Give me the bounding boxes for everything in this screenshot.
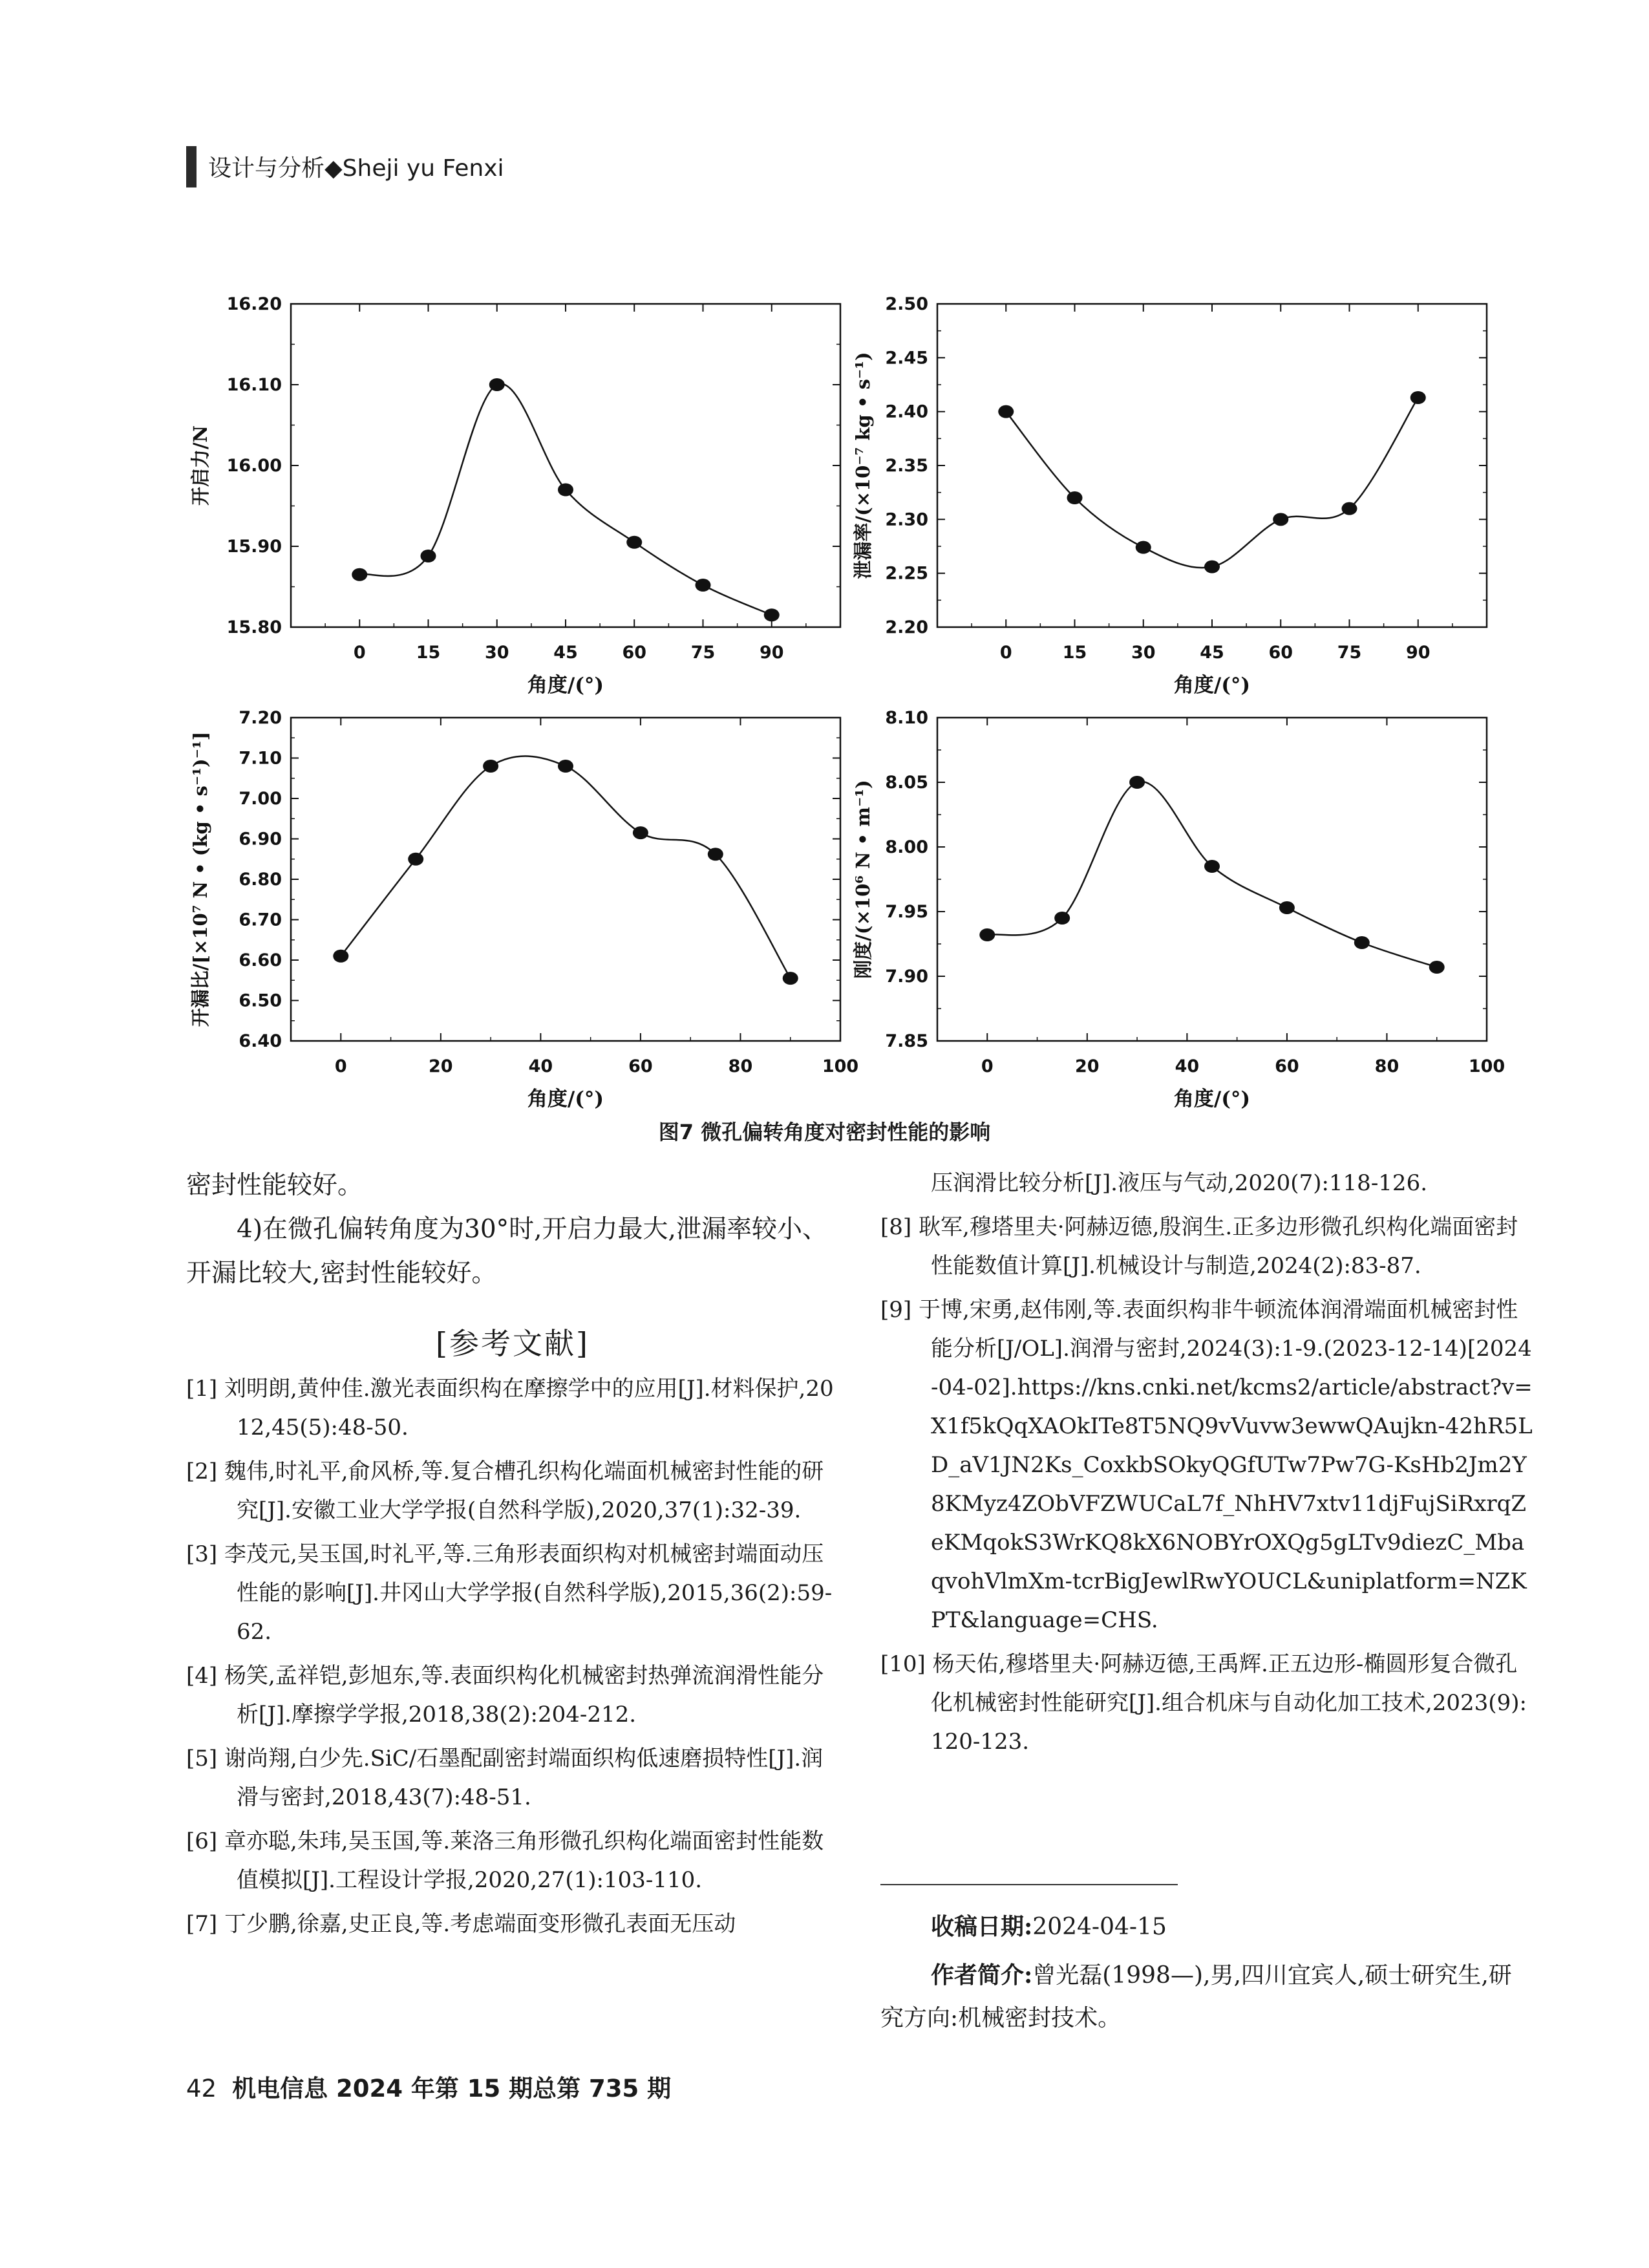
plot-frame xyxy=(937,304,1487,627)
y-tick-label: 2.40 xyxy=(885,401,928,422)
figure-caption: 图7 微孔偏转角度对密封性能的影响 xyxy=(658,1120,991,1144)
y-axis-label: 开漏比/[×10⁷ N • (kg • s⁻¹)⁻¹] xyxy=(189,731,211,1027)
data-point xyxy=(626,536,642,549)
data-point xyxy=(1054,912,1070,925)
y-tick-label: 6.40 xyxy=(239,1031,282,1051)
x-axis-label: 角度/(°) xyxy=(527,1087,604,1111)
y-tick-label: 8.10 xyxy=(885,708,928,728)
y-tick-label: 2.30 xyxy=(885,509,928,530)
x-tick-label: 15 xyxy=(416,643,441,663)
page-number: 42 xyxy=(186,2075,217,2102)
reference-item: [6] 章亦聪,朱玮,吴玉国,等.莱洛三角形微孔织构化端面密封性能数值模拟[J].工程设计学报,2020,27(1):103-110. xyxy=(186,1828,824,1893)
data-point xyxy=(998,405,1014,418)
author-value: 曾光磊(1998—),男,四川宜宾人,硕士研究生,研究方向:机械密封技术。 xyxy=(880,1962,1512,2031)
journal-info: 机电信息 2024 年第 15 期总第 735 期 xyxy=(232,2075,672,2102)
y-tick-label: 2.25 xyxy=(885,563,928,584)
y-tick-label: 6.50 xyxy=(239,990,282,1011)
y-tick-label: 16.00 xyxy=(226,456,282,476)
received-value: 2024-04-15 xyxy=(1032,1914,1167,1940)
y-tick-label: 7.10 xyxy=(239,748,282,769)
footnote-divider xyxy=(880,1884,1178,1885)
body-paragraph-1: 密封性能较好。 xyxy=(186,1171,363,1200)
series-line xyxy=(359,384,772,615)
y-axis-label: 刚度/(×10⁶ N • m⁻¹) xyxy=(852,780,874,979)
y-tick-label: 16.10 xyxy=(226,375,282,395)
data-point xyxy=(696,579,711,592)
references-title: [参考文献] xyxy=(436,1326,590,1361)
reference-item: [10] 杨天佑,穆塔里夫·阿赫迈德,王禹辉.正五边形-椭圆形复合微孔化机械密封性能研究[J].组合机床与自动化加工技术,2023(9):120-123. xyxy=(880,1651,1527,1755)
y-tick-label: 8.00 xyxy=(885,837,928,857)
data-point xyxy=(708,848,723,861)
x-tick-label: 60 xyxy=(628,1056,653,1076)
x-tick-label: 0 xyxy=(353,643,366,663)
x-axis-label: 角度/(°) xyxy=(1173,674,1251,697)
chart-opening-leakage-ratio xyxy=(162,698,873,1112)
data-point xyxy=(408,853,423,866)
data-point xyxy=(1279,901,1295,914)
y-tick-label: 6.80 xyxy=(239,870,282,890)
series-line xyxy=(341,756,790,978)
y-tick-label: 2.50 xyxy=(885,294,928,314)
reference-item-continued: 压润滑比较分析[J].液压与气动,2020(7):118-126. xyxy=(931,1170,1428,1196)
y-tick-label: 16.20 xyxy=(226,294,282,314)
chart-leakage-rate xyxy=(814,284,1526,698)
x-tick-label: 30 xyxy=(484,643,509,663)
reference-item: [5] 谢尚翔,白少先.SiC/石墨配副密封端面织构低速磨损特性[J].润滑与密封,2018,43(7):48-51. xyxy=(186,1746,824,1810)
data-point xyxy=(633,826,648,839)
data-point xyxy=(1354,936,1370,949)
author-label: 作者简介: xyxy=(931,1962,1033,1989)
y-tick-label: 6.60 xyxy=(239,950,282,970)
x-tick-label: 40 xyxy=(1175,1056,1200,1076)
data-point xyxy=(489,378,505,391)
x-tick-label: 0 xyxy=(999,643,1012,663)
y-tick-label: 15.80 xyxy=(226,617,282,637)
y-tick-label: 7.20 xyxy=(239,708,282,728)
reference-item: [3] 李茂元,吴玉国,时礼平,等.三角形表面织构对机械密封端面动压性能的影响[J].井冈山大学学报(自然科学版),2015,36(2):59-62. xyxy=(186,1541,833,1645)
body-paragraph-2: 4)在微孔偏转角度为30°时,开启力最大,泄漏率较小、开漏比较大,密封性能较好。 xyxy=(186,1215,827,1288)
received-label: 收稿日期: xyxy=(931,1913,1033,1940)
y-tick-label: 7.00 xyxy=(239,789,282,809)
x-tick-label: 75 xyxy=(690,643,716,663)
x-tick-label: 20 xyxy=(429,1056,453,1076)
author-bio xyxy=(880,1954,1533,2040)
x-tick-label: 30 xyxy=(1131,643,1156,663)
x-tick-label: 15 xyxy=(1062,643,1087,663)
data-point xyxy=(1136,541,1151,554)
x-tick-label: 100 xyxy=(822,1056,859,1076)
section-header: 设计与分析◆Sheji yu Fenxi xyxy=(208,155,504,182)
y-tick-label: 15.90 xyxy=(226,537,282,557)
plot-frame xyxy=(291,304,840,627)
x-tick-label: 60 xyxy=(622,643,647,663)
chart-stiffness xyxy=(814,698,1526,1112)
series-line xyxy=(987,782,1436,967)
y-tick-label: 2.45 xyxy=(885,348,928,369)
page-footer xyxy=(186,2069,671,2104)
x-tick-label: 80 xyxy=(1374,1056,1399,1076)
plot-frame xyxy=(937,718,1487,1041)
y-tick-label: 7.90 xyxy=(885,967,928,987)
x-tick-label: 0 xyxy=(334,1056,347,1076)
data-point xyxy=(421,550,436,562)
y-tick-label: 6.70 xyxy=(239,910,282,930)
x-tick-label: 90 xyxy=(759,643,784,663)
y-tick-label: 7.85 xyxy=(885,1031,928,1051)
data-point xyxy=(1067,491,1083,504)
y-tick-label: 7.95 xyxy=(885,902,928,922)
x-tick-label: 45 xyxy=(553,643,578,663)
x-tick-label: 80 xyxy=(728,1056,753,1076)
reference-item: [7] 丁少鹏,徐嘉,史正良,等.考虑端面变形微孔表面无压动 xyxy=(186,1911,736,1937)
reference-item: [2] 魏伟,时礼平,俞风桥,等.复合槽孔织构化端面机械密封性能的研究[J].安徽工业大学学报(自然科学版),2020,37(1):32-39. xyxy=(186,1459,824,1523)
reference-item: [4] 杨笑,孟祥铠,彭旭东,等.表面织构化机械密封热弹流润滑性能分析[J].摩擦学学报,2018,38(2):204-212. xyxy=(186,1663,824,1728)
data-point xyxy=(558,484,573,497)
y-axis-label: 泄漏率/(×10⁻⁷ kg • s⁻¹) xyxy=(852,352,874,579)
x-tick-label: 60 xyxy=(1268,643,1293,663)
x-tick-label: 0 xyxy=(981,1056,994,1076)
chart-opening-force xyxy=(162,284,873,698)
data-point xyxy=(1204,561,1220,573)
data-point xyxy=(979,928,995,941)
y-tick-label: 8.05 xyxy=(885,773,928,793)
data-point xyxy=(1410,391,1426,404)
x-tick-label: 75 xyxy=(1337,643,1362,663)
data-point xyxy=(1273,513,1288,526)
data-point xyxy=(333,950,348,963)
data-point xyxy=(352,568,367,581)
left-column xyxy=(186,1164,839,1949)
reference-item: [9] 于博,宋勇,赵伟刚,等.表面织构非牛顿流体润滑端面机械密封性能分析[J/OL].润滑与密封,2024(3):1-9.(2023-12-14)[2024-04-02].https://kns.cnki.net/kcms2/article/abstract?v=X1f5kQqXAOkITe8T5NQ9vVuvw3ewwQAujkn-42hR5LD_aV1JN2Ks_CoxkbSOkyQGfUTw7Pw7G-KsHb2Jm2Y8KMyz4ZObVFZWUCaL7f_NhHV7xtv11djFujSiRxrqZeKMqokS3WrKQ8kX6NOBYrOXQg5gLTv9diezC_MbaqvohVlmXm-tcrBigJewlRwYOUCL&uniplatform=NZKPT&language=CHS. xyxy=(880,1297,1533,1633)
reference-item: [8] 耿军,穆塔里夫·阿赫迈德,殷润生.正多边形微孔织构化端面密封性能数值计算[J].机械设计与制造,2024(2):83-87. xyxy=(880,1214,1518,1279)
x-tick-label: 40 xyxy=(528,1056,553,1076)
x-tick-label: 90 xyxy=(1405,643,1431,663)
y-tick-label: 2.20 xyxy=(885,617,928,637)
right-column xyxy=(880,1164,1533,1766)
x-tick-label: 100 xyxy=(1468,1056,1505,1076)
x-tick-label: 20 xyxy=(1075,1056,1100,1076)
y-axis-label: 开启力/N xyxy=(189,425,211,506)
data-point xyxy=(483,760,498,773)
x-axis-label: 角度/(°) xyxy=(1173,1087,1251,1111)
received-date xyxy=(931,1909,1167,1942)
header-bar xyxy=(186,146,197,187)
data-point xyxy=(1342,502,1357,515)
series-line xyxy=(1006,398,1418,568)
y-tick-label: 6.90 xyxy=(239,829,282,850)
data-point xyxy=(764,608,780,621)
x-axis-label: 角度/(°) xyxy=(527,674,604,697)
data-point xyxy=(1129,776,1145,789)
data-point xyxy=(783,972,798,985)
x-tick-label: 60 xyxy=(1275,1056,1299,1076)
data-point xyxy=(558,760,573,773)
x-tick-label: 45 xyxy=(1200,643,1224,663)
data-point xyxy=(1429,961,1445,974)
y-tick-label: 2.35 xyxy=(885,456,928,476)
reference-item: [1] 刘明朗,黄仲佳.激光表面织构在摩擦学中的应用[J].材料保护,2012,45(5):48-50. xyxy=(186,1376,834,1440)
data-point xyxy=(1204,860,1220,873)
